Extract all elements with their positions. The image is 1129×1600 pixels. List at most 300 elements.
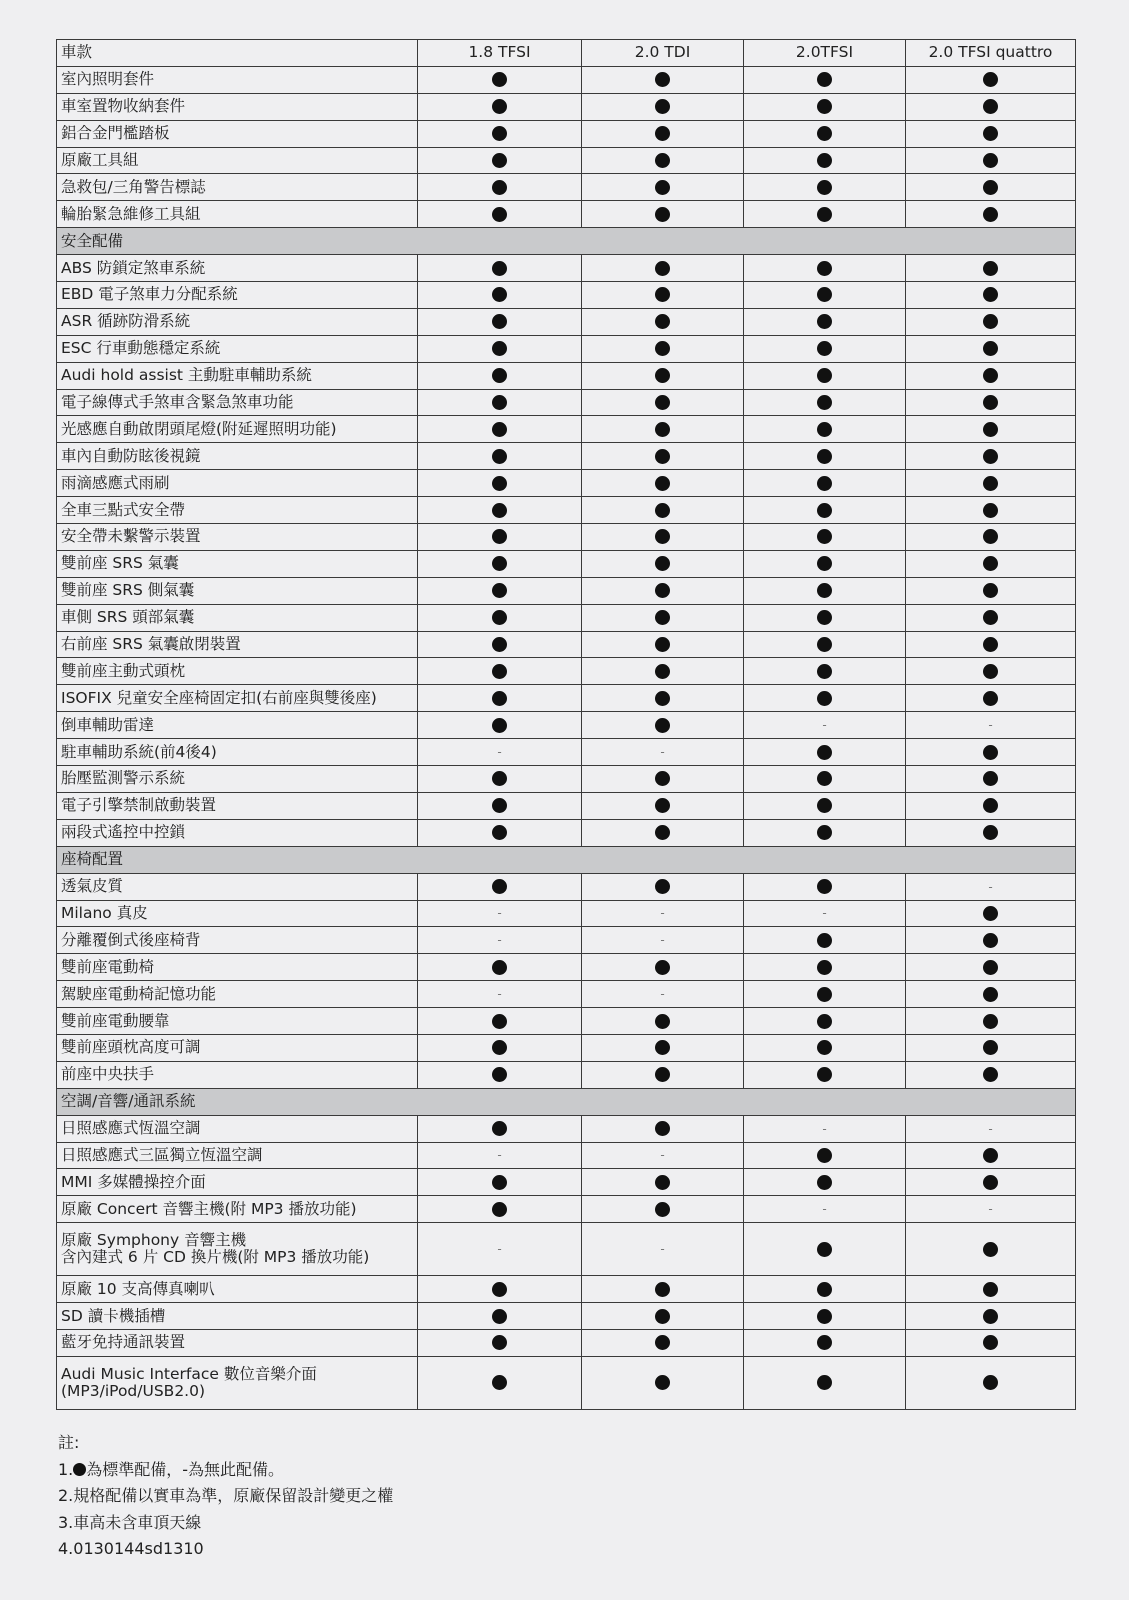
standard-dot-icon [655,1309,670,1324]
availability-cell [582,739,744,766]
feature-name [57,93,418,120]
standard-dot-icon [983,556,998,571]
standard-dot-icon [655,503,670,518]
not-available-dash: - [660,1242,665,1257]
standard-dot-icon [983,1040,998,1055]
availability-cell [906,282,1076,309]
availability-cell [744,1061,906,1088]
availability-cell [906,335,1076,362]
standard-dot-icon [492,637,507,652]
standard-dot-icon [817,745,832,760]
availability-cell [418,766,582,793]
availability-cell [582,93,744,120]
standard-dot-icon [817,261,832,276]
standard-dot-icon [983,529,998,544]
standard-dot-icon [655,771,670,786]
table-row [57,255,1076,282]
standard-dot-icon [983,664,998,679]
feature-name-line: 兩段式遙控中控鎖 [61,823,186,842]
standard-dot-icon [492,449,507,464]
standard-dot-icon [492,1282,507,1297]
feature-name [57,658,418,685]
standard-dot-icon [983,745,998,760]
feature-name-line: 倒車輔助雷達 [61,715,155,734]
standard-dot-icon [817,503,832,518]
feature-name [57,792,418,819]
availability-cell [744,900,906,927]
availability-cell [418,1276,582,1303]
table-row [57,604,1076,631]
availability-cell [418,174,582,201]
availability-cell [582,1356,744,1409]
feature-name-line: 車內自動防眩後視鏡 [61,446,201,465]
availability-cell [418,1303,582,1330]
standard-dot-icon [817,207,832,222]
availability-cell [744,416,906,443]
standard-dot-icon [492,960,507,975]
standard-dot-icon [492,99,507,114]
availability-cell [418,685,582,712]
table-row [57,335,1076,362]
standard-dot-icon [983,933,998,948]
availability-cell [418,416,582,443]
availability-cell [906,1329,1076,1356]
standard-dot-icon [492,610,507,625]
feature-name [57,308,418,335]
availability-cell [418,201,582,228]
availability-cell [418,712,582,739]
not-available-dash: - [988,879,993,894]
availability-cell [906,524,1076,551]
availability-cell [582,443,744,470]
feature-name-line: 電子線傳式手煞車含緊急煞車功能 [61,393,294,412]
feature-name [57,1223,418,1276]
availability-cell [744,819,906,846]
feature-name-line: 右前座 SRS 氣囊啟閉裝置 [61,635,241,654]
standard-dot-icon [817,341,832,356]
not-available-dash: - [497,987,502,1002]
feature-name [57,335,418,362]
standard-dot-icon [817,529,832,544]
availability-cell [418,443,582,470]
table-row [57,1169,1076,1196]
availability-cell [906,685,1076,712]
availability-cell [582,604,744,631]
availability-cell [582,954,744,981]
standard-dot-icon [817,287,832,302]
table-row [57,174,1076,201]
table-row [57,658,1076,685]
table-row [57,766,1076,793]
standard-dot-icon [492,529,507,544]
availability-cell [582,658,744,685]
feature-name-line: 原廠 Concert 音響主機(附 MP3 播放功能) [61,1199,357,1218]
table-row [57,389,1076,416]
availability-cell [906,470,1076,497]
standard-dot-icon [655,879,670,894]
feature-name-line: 雙前座電動椅 [61,957,155,976]
table-row [57,1115,1076,1142]
standard-dot-icon [817,1242,832,1257]
feature-name [57,255,418,282]
availability-cell [744,1356,906,1409]
availability-cell [582,1169,744,1196]
availability-cell [582,497,744,524]
standard-dot-icon [817,1040,832,1055]
feature-name [57,497,418,524]
standard-dot-icon [817,1375,832,1390]
standard-dot-icon [817,933,832,948]
standard-dot-icon [655,1375,670,1390]
availability-cell [582,1034,744,1061]
feature-name [57,1008,418,1035]
standard-dot-icon [817,664,832,679]
feature-name [57,739,418,766]
section-header-row [57,1088,1076,1115]
standard-dot-icon [492,207,507,222]
standard-dot-icon [655,1067,670,1082]
standard-dot-icon [983,1148,998,1163]
availability-cell [744,981,906,1008]
feature-name-line: 雙前座 SRS 氣囊 [61,554,179,573]
table-row [57,981,1076,1008]
feature-name-line: Audi hold assist 主動駐車輔助系統 [61,366,312,385]
standard-dot-icon [492,422,507,437]
availability-cell [418,873,582,900]
standard-dot-icon [492,476,507,491]
availability-cell [744,1115,906,1142]
availability-cell [418,335,582,362]
not-available-dash: - [660,987,665,1002]
standard-dot-icon [817,771,832,786]
availability-cell [906,766,1076,793]
feature-name-line: 車室置物收納套件 [61,97,186,116]
availability-cell [418,389,582,416]
feature-name-line: MMI 多媒體操控介面 [61,1172,206,1191]
table-row [57,282,1076,309]
availability-cell [744,1169,906,1196]
availability-cell [418,900,582,927]
availability-cell [582,470,744,497]
standard-dot-icon [817,1175,832,1190]
availability-cell [418,954,582,981]
availability-cell [744,550,906,577]
standard-dot-icon [492,1309,507,1324]
table-row [57,792,1076,819]
table-row [57,524,1076,551]
standard-dot-icon [655,691,670,706]
feature-name-line: Audi Music Interface 數位音樂介面 [61,1364,317,1383]
standard-dot-icon [983,1335,998,1350]
standard-dot-icon [817,314,832,329]
standard-dot-icon [655,314,670,329]
availability-cell [906,873,1076,900]
availability-cell [906,1142,1076,1169]
note-1 [58,1457,393,1484]
notes [58,1430,393,1563]
feature-name-line: 原廠 Symphony 音響主機 [61,1231,247,1250]
availability-cell [744,470,906,497]
standard-dot-icon [492,825,507,840]
availability-cell [744,147,906,174]
not-available-dash: - [822,906,827,921]
availability-cell [582,416,744,443]
feature-name [57,416,418,443]
standard-dot-icon [817,449,832,464]
feature-name [57,66,418,93]
availability-cell [418,739,582,766]
standard-dot-icon [817,422,832,437]
standard-dot-icon [655,637,670,652]
availability-cell [906,577,1076,604]
standard-dot-icon [655,153,670,168]
availability-cell [744,577,906,604]
feature-name [57,1303,418,1330]
availability-cell [582,1196,744,1223]
section-title: 空調/音響/通訊系統 [57,1088,1076,1115]
availability-cell [582,927,744,954]
not-available-dash: - [497,745,502,760]
availability-cell [582,1008,744,1035]
standard-dot-icon [817,126,832,141]
standard-dot-icon [492,72,507,87]
table-row [57,954,1076,981]
feature-name [57,900,418,927]
feature-name-line: 駕駛座電動椅記憶功能 [61,984,217,1003]
availability-cell [744,1303,906,1330]
standard-dot-icon [492,503,507,518]
availability-cell [582,792,744,819]
standard-dot-icon [492,261,507,276]
availability-cell [906,658,1076,685]
table-row [57,1142,1076,1169]
header-row [57,40,1076,67]
standard-dot-icon [492,1202,507,1217]
standard-dot-icon [983,1067,998,1082]
availability-cell [744,443,906,470]
feature-name [57,766,418,793]
standard-dot-icon [655,180,670,195]
availability-cell [906,739,1076,766]
note-2: 2.規格配備以實車為準，原廠保留設計變更之權 [58,1486,394,1505]
standard-dot-icon [983,825,998,840]
standard-dot-icon [983,960,998,975]
feature-name [57,282,418,309]
standard-dot-icon [492,691,507,706]
feature-name [57,631,418,658]
feature-name [57,362,418,389]
standard-dot-icon [817,637,832,652]
not-available-dash: - [988,1121,993,1136]
feature-name [57,927,418,954]
availability-cell [744,66,906,93]
feature-name-line: ASR 循跡防滑系統 [61,312,191,331]
availability-cell [582,255,744,282]
standard-dot-icon [655,1202,670,1217]
feature-name-line: 原廠 10 支高傳真喇叭 [61,1279,215,1298]
standard-dot-icon [983,422,998,437]
availability-cell [582,1303,744,1330]
standard-dot-icon [817,395,832,410]
standard-dot-icon [983,99,998,114]
availability-cell [582,1061,744,1088]
availability-cell [744,282,906,309]
availability-cell [418,1034,582,1061]
availability-cell [744,954,906,981]
table-row [57,1008,1076,1035]
availability-cell [418,1008,582,1035]
standard-dot-icon [983,503,998,518]
standard-dot-icon [655,1335,670,1350]
feature-name [57,1142,418,1169]
feature-name-line: 電子引擎禁制啟動裝置 [61,796,217,815]
not-available-dash: - [497,1148,502,1163]
standard-dot-icon [655,1014,670,1029]
feature-name-line: 藍牙免持通訊裝置 [61,1333,186,1352]
availability-cell [906,174,1076,201]
availability-cell [906,1356,1076,1409]
table-row [57,443,1076,470]
availability-cell [744,120,906,147]
availability-cell [744,93,906,120]
availability-cell [418,1329,582,1356]
availability-cell [582,66,744,93]
availability-cell [906,1223,1076,1276]
availability-cell [906,389,1076,416]
standard-dot-icon [817,1282,832,1297]
availability-cell [582,1329,744,1356]
availability-cell [744,389,906,416]
feature-name [57,819,418,846]
table-row [57,1356,1076,1409]
feature-name [57,470,418,497]
availability-cell [582,631,744,658]
standard-dot-icon [655,529,670,544]
standard-dot-icon [817,556,832,571]
standard-dot-icon [817,960,832,975]
availability-cell [906,255,1076,282]
standard-dot-icon [983,449,998,464]
availability-cell [906,120,1076,147]
standard-dot-icon [983,1242,998,1257]
not-available-dash: - [497,906,502,921]
header-model: 車款 [57,40,418,67]
availability-cell [582,1223,744,1276]
standard-dot-icon [492,1067,507,1082]
feature-name-line: 室內照明套件 [61,70,155,89]
availability-cell [418,927,582,954]
feature-name [57,712,418,739]
availability-cell [906,93,1076,120]
availability-cell [744,1034,906,1061]
availability-cell [418,631,582,658]
standard-dot-icon [492,1335,507,1350]
availability-cell [418,792,582,819]
table-row [57,201,1076,228]
table-row [57,1276,1076,1303]
availability-cell [744,766,906,793]
availability-cell [418,362,582,389]
standard-dot-icon [817,610,832,625]
standard-dot-icon [655,395,670,410]
standard-dot-icon [492,341,507,356]
standard-dot-icon [655,718,670,733]
table-row [57,470,1076,497]
standard-dot-icon [817,1335,832,1350]
standard-dot-icon [983,610,998,625]
availability-cell [582,201,744,228]
standard-dot-icon [492,718,507,733]
not-available-dash: - [822,718,827,733]
standard-dot-icon [817,1148,832,1163]
standard-dot-icon [655,341,670,356]
availability-cell [906,416,1076,443]
standard-dot-icon [492,1014,507,1029]
availability-cell [906,792,1076,819]
availability-cell [906,1196,1076,1223]
availability-cell [582,685,744,712]
note-1-text: 為標準配備，-為無此配備。 [86,1459,285,1479]
standard-dot-icon [492,368,507,383]
availability-cell [906,443,1076,470]
table-row [57,1303,1076,1330]
note-4: 4.0130144sd1310 [58,1539,204,1558]
standard-dot-icon [655,72,670,87]
feature-name [57,1061,418,1088]
availability-cell [418,120,582,147]
availability-cell [582,1276,744,1303]
table-row [57,819,1076,846]
availability-cell [906,1169,1076,1196]
standard-dot-icon [655,368,670,383]
standard-dot-icon [655,1121,670,1136]
availability-cell [418,147,582,174]
availability-cell [744,1142,906,1169]
availability-cell [582,873,744,900]
feature-name-line: 輪胎緊急維修工具組 [61,204,201,223]
feature-name [57,577,418,604]
feature-name-line: 日照感應式恆溫空調 [61,1119,201,1138]
availability-cell [906,550,1076,577]
not-available-dash: - [497,1242,502,1257]
standard-dot-icon [655,126,670,141]
notes-title: 註: [58,1433,80,1452]
standard-dot-icon [817,825,832,840]
feature-name-line: 鋁合金門檻踏板 [61,124,170,143]
feature-name-line: SD 讀卡機插槽 [61,1306,166,1325]
feature-name-line-2: 含內建式 6 片 CD 換片機(附 MP3 播放功能) [61,1248,370,1267]
standard-dot-icon [655,583,670,598]
table-row [57,1061,1076,1088]
standard-dot-icon [983,583,998,598]
standard-dot-icon [817,987,832,1002]
header-2-0-tdi: 2.0 TDI [582,40,744,67]
standard-dot-icon [492,1121,507,1136]
availability-cell [744,335,906,362]
spec-table [56,39,1076,1410]
standard-dot-icon [655,99,670,114]
standard-dot-icon [817,691,832,706]
feature-name-line: 分離覆倒式後座椅背 [61,930,201,949]
availability-cell [418,819,582,846]
table-row [57,416,1076,443]
section-title: 安全配備 [57,228,1076,255]
feature-name-line: 透氣皮質 [61,877,124,896]
table-row [57,308,1076,335]
standard-dot-icon [655,825,670,840]
availability-cell [744,685,906,712]
availability-cell [906,1303,1076,1330]
